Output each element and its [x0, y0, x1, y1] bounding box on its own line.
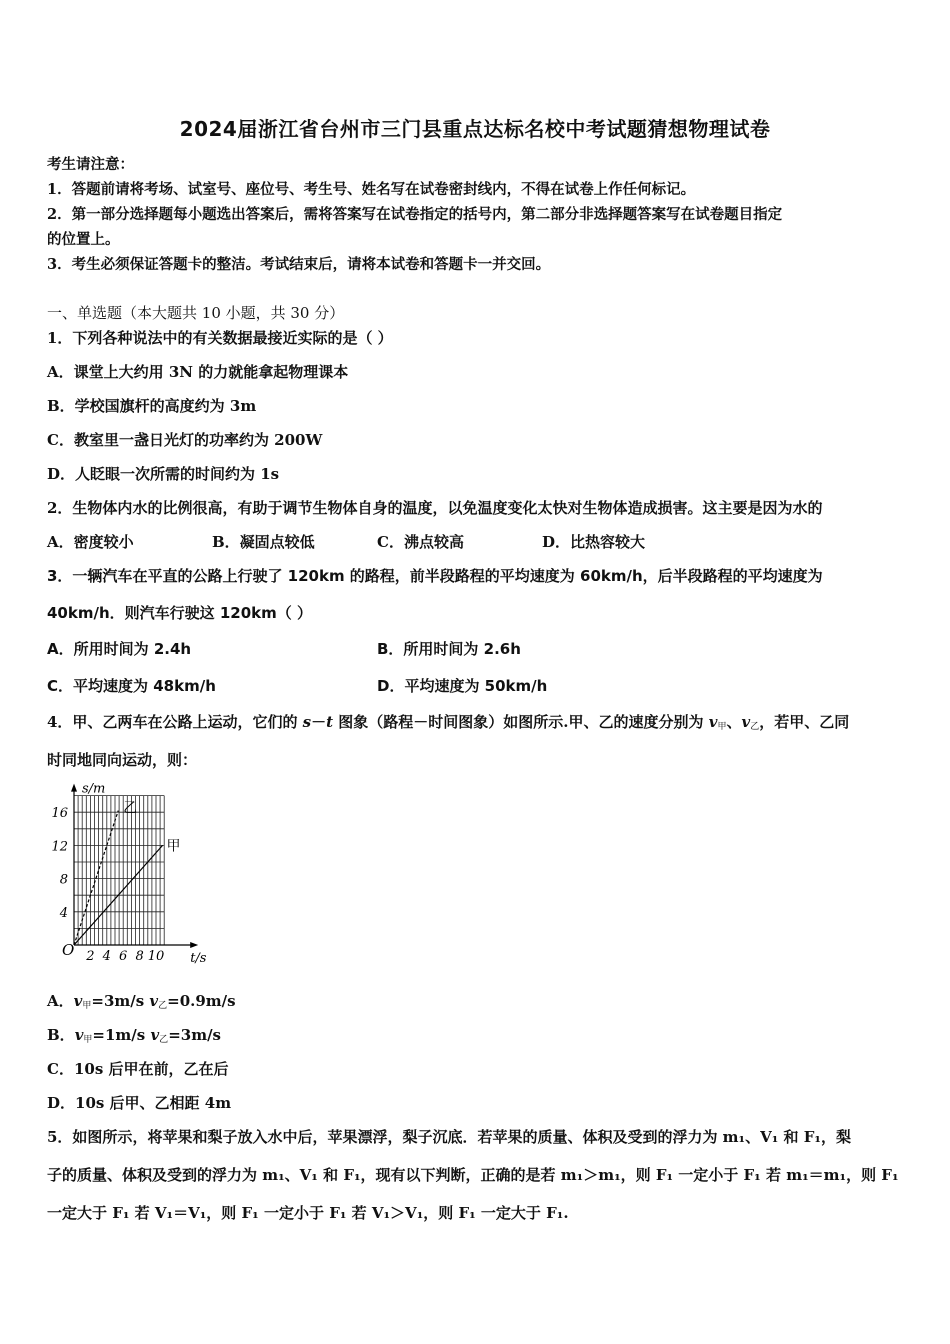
- series-label-jia: 甲: [166, 838, 181, 855]
- q1-stem: 1．下列各种说法中的有关数据最接近实际的是（ ）: [47, 329, 393, 347]
- graph-grid: [74, 796, 164, 945]
- x-tick-label: 2: [86, 949, 95, 964]
- q3-option-b: B．所用时间为 2.6h: [377, 640, 521, 658]
- q4-stem-s: s: [302, 713, 312, 731]
- series-label-yi: 乙: [123, 800, 138, 817]
- q1-option-a: A．课堂上大约用 3N 的力就能拿起物理课本: [47, 363, 349, 381]
- q4-stem-dash: －: [311, 713, 327, 731]
- q3-option-d: D．平均速度为 50km/h: [377, 677, 548, 695]
- y-tick-label: 4: [59, 905, 68, 921]
- st-graph: [45, 778, 315, 970]
- y-axis-label: s/m: [82, 781, 106, 797]
- q4-stem-part-a: 4．甲、乙两车在公路上运动，它们的: [47, 713, 303, 731]
- origin-label: O: [62, 941, 75, 959]
- x-tick-label: 4: [102, 949, 111, 964]
- q2-stem: 2．生物体内水的比例很高，有助于调节生物体自身的温度，以免温度变化太快对生物体造成损害。这主要是因为水的: [47, 499, 823, 517]
- series-line-yi: [74, 811, 118, 945]
- q4-a-v1: v: [73, 992, 83, 1010]
- q1-option-c: C．教室里一盏日光灯的功率约为 200W: [47, 431, 323, 449]
- q3-stem-line2: 40km/h．则汽车行驶这 120km（ ）: [47, 604, 312, 622]
- y-tick-label: 12: [51, 839, 68, 855]
- q4-option-c: C．10s 后甲在前，乙在后: [47, 1060, 229, 1078]
- q3-option-a: A．所用时间为 2.4h: [47, 640, 192, 658]
- page-title: 2024届浙江省台州市三门县重点达标名校中考试题猜想物理试卷: [179, 117, 771, 141]
- q4-stem-line1: [47, 711, 849, 732]
- q4-v-jia: v: [708, 713, 718, 731]
- x-tick-label: 10: [147, 949, 165, 964]
- q4-a-v2: v: [149, 992, 159, 1010]
- q5-line2: 子的质量、体积及受到的浮力为 m₁、V₁ 和 F₁，现有以下判断，正确的是若 m₁＞m₁，则 F₁ 一定小于 F₁ 若 m₁＝m₁，则 F₁: [47, 1166, 899, 1184]
- q4-stem-part-c: 图象（路程－时间图象）如图所示.甲、乙的速度分别为: [333, 713, 709, 731]
- q4-a-val2: =0.9m/s: [167, 992, 236, 1010]
- notice-item-2-cont: 的位置上。: [47, 231, 120, 248]
- q4-stem-line2: 时同地同向运动，则：: [47, 751, 198, 769]
- q4-b-sub2: 乙: [159, 1035, 169, 1045]
- q5-line3: 一定大于 F₁ 若 V₁＝V₁，则 F₁ 一定小于 F₁ 若 V₁＞V₁，则 F₁ 一定大于 F₁.: [47, 1204, 569, 1222]
- notice-item-3: 3．考生必须保证答题卡的整洁。考试结束后，请将本试卷和答题卡一并交回。: [47, 256, 551, 273]
- q4-option-d: D．10s 后甲、乙相距 4m: [47, 1094, 232, 1112]
- q4-v-yi: v: [741, 713, 751, 731]
- section-heading: 一、单选题（本大题共 10 小题，共 30 分）: [47, 304, 345, 322]
- q3-stem-line1: 3．一辆汽车在平直的公路上行驶了 120km 的路程，前半段路程的平均速度为 60km/h，后半段路程的平均速度为: [47, 567, 823, 585]
- q5-line1: 5．如图所示，将苹果和梨子放入水中后，苹果漂浮，梨子沉底．若苹果的质量、体积及受到的浮力为 m₁、V₁ 和 F₁，梨: [47, 1128, 851, 1146]
- q2-option-a: A．密度较小: [47, 533, 134, 551]
- q1-option-b: B．学校国旗杆的高度约为 3m: [47, 397, 257, 415]
- x-axis-label: t/s: [190, 951, 207, 966]
- q4-a-label: A．: [47, 992, 74, 1010]
- q4-b-val1: =1m/s: [92, 1026, 151, 1044]
- notice-heading: 考生请注意：: [47, 156, 134, 173]
- q4-sub-yi: 乙: [750, 722, 760, 732]
- x-tick-label: 6: [119, 949, 128, 964]
- q4-b-label: B．: [47, 1026, 75, 1044]
- y-tick-label: 16: [51, 806, 68, 822]
- q4-a-val1: =3m/s: [91, 992, 150, 1010]
- q4-sep: 、: [726, 713, 742, 731]
- x-axis-arrow: [190, 942, 198, 948]
- notice-item-2: 2．第一部分选择题每小题选出答案后，需将答案写在试卷指定的括号内，第二部分非选择题答案写在试卷题目指定: [47, 206, 783, 223]
- q4-sub-jia: 甲: [717, 722, 727, 732]
- q2-option-d: D．比热容较大: [542, 533, 646, 551]
- q4-stem-t: t: [326, 713, 334, 731]
- q2-option-b: B．凝固点较低: [212, 533, 315, 551]
- q4-a-sub1: 甲: [82, 1001, 92, 1011]
- q1-option-d: D．人眨眼一次所需的时间约为 1s: [47, 465, 280, 483]
- q4-option-a: [47, 990, 236, 1011]
- q4-b-v1: v: [74, 1026, 84, 1044]
- q3-option-c: C．平均速度为 48km/h: [47, 677, 216, 695]
- q4-a-sub2: 乙: [158, 1001, 168, 1011]
- q4-stem-part-d: ，若甲、乙同: [759, 713, 850, 731]
- q4-b-sub1: 甲: [83, 1035, 93, 1045]
- x-tick-label: 8: [135, 949, 144, 964]
- q4-option-b: [47, 1024, 221, 1045]
- q4-b-v2: v: [150, 1026, 160, 1044]
- q4-b-val2: =3m/s: [168, 1026, 221, 1044]
- q2-option-c: C．沸点较高: [377, 533, 464, 551]
- y-tick-label: 8: [59, 872, 68, 888]
- y-axis-arrow: [71, 784, 77, 792]
- notice-item-1: 1．答题前请将考场、试室号、座位号、考生号、姓名写在试卷密封线内，不得在试卷上作任何标记。: [47, 181, 696, 198]
